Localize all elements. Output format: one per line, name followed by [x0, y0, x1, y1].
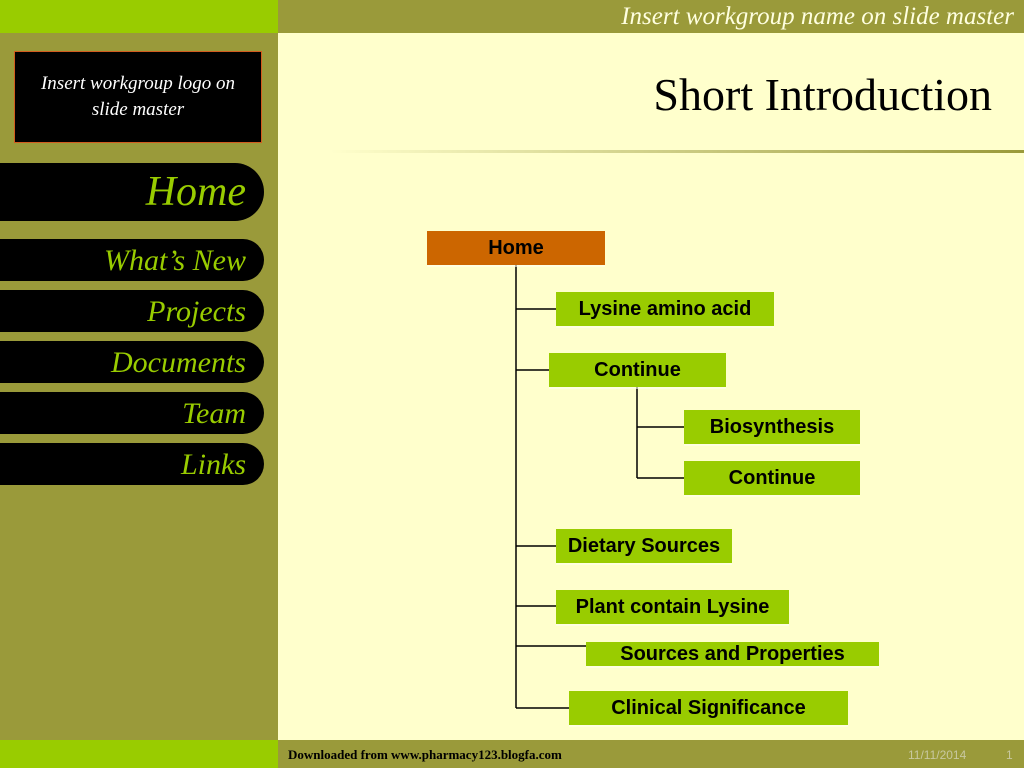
tree-node-biosynthesis[interactable]: Biosynthesis — [684, 410, 860, 444]
page-title: Short Introduction — [653, 69, 992, 120]
nav-team[interactable]: Team — [0, 392, 264, 434]
workgroup-logo — [14, 51, 262, 143]
tree-node-dietary-sources[interactable]: Dietary Sources — [556, 529, 732, 563]
tree-node-plant-contain-lysine[interactable]: Plant contain Lysine — [556, 590, 789, 624]
nav-projects[interactable]: Projects — [0, 290, 264, 332]
page-number: 1 — [1006, 748, 1013, 762]
header-bar — [278, 0, 1024, 33]
title-divider — [330, 150, 1024, 153]
nav-whats-new[interactable]: What’s New — [0, 239, 264, 281]
nav-documents[interactable]: Documents — [0, 341, 264, 383]
nav-home[interactable]: Home — [0, 163, 264, 221]
workgroup-name: Insert workgroup name on slide master — [621, 3, 1014, 30]
top-left-accent — [0, 0, 278, 33]
tree-node-clinical-significance[interactable]: Clinical Significance — [569, 691, 848, 725]
tree-node-continue[interactable]: Continue — [549, 353, 726, 387]
footer-left-accent — [0, 740, 278, 768]
tree-node-lysine-amino-acid[interactable]: Lysine amino acid — [556, 292, 774, 326]
footer-date: 11/11/2014 — [908, 748, 967, 762]
tree-root-home[interactable]: Home — [427, 231, 605, 265]
tree-node-continue-2[interactable]: Continue — [684, 461, 860, 495]
nav-links[interactable]: Links — [0, 443, 264, 485]
tree-node-sources-and-properties[interactable]: Sources and Properties — [586, 642, 879, 666]
logo-text: Insert workgroup logo on slide master — [40, 73, 236, 120]
footer-source: Downloaded from www.pharmacy123.blogfa.com — [288, 747, 562, 762]
